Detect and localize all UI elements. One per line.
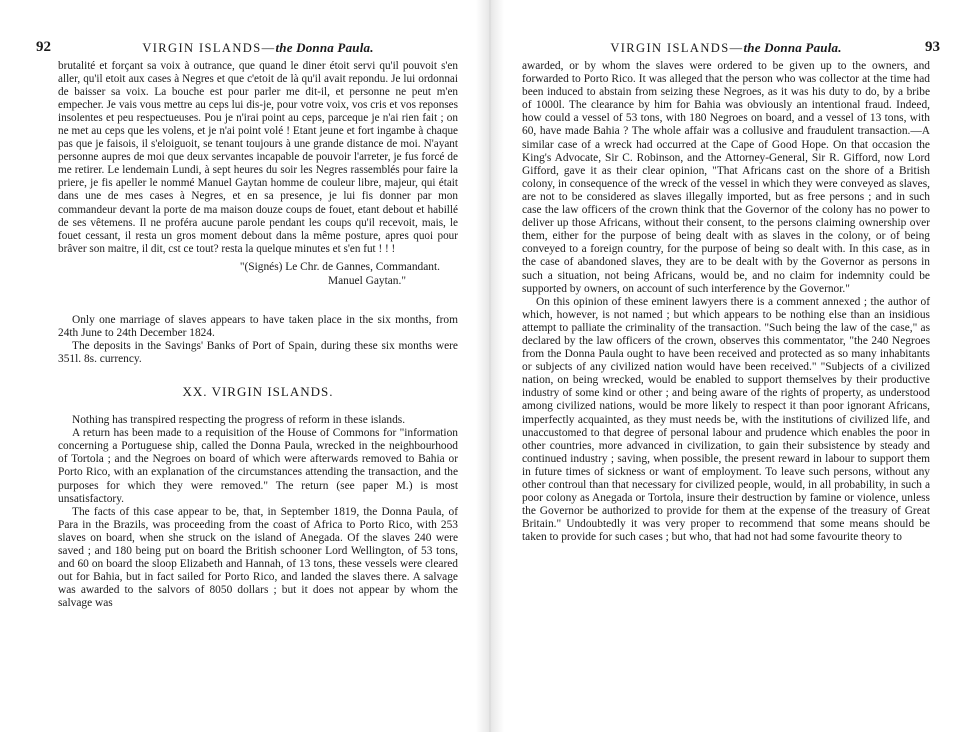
paragraph-opinion-comment: On this opinion of these eminent lawyers there is a comment annexed ; the author of which, however, is not named ; but which appears to be nothing else than an insidious attempt to palliate the criminality of the transaction. "Such being the law of the case," as declared by the law officers of the crown, observes this commentator, "the 240 Negroes from the Donna Paula ought to have been received and protected as so many inhabitants or subjects of any civilized nation would have been received." "Subjects of a civilized nation, on being wrecked, would be enabled to support themselves by their productive industry of some kind or other ; and being aware of the rights of property, as understood among civilized nations, would be more likely to respect it than poor ignorant Africans, imperfectly acquainted, as they must needs be, with the institutions of civilized life, and unaccustomed to that degree of personal labour and prudence which enables the poor in other countries, more advanced in civilization, to gain their subsistence by steady and continued industry ; saving, when possible, the present reward in labour to support them in future times of sickness or want of employment. To leave such persons, without any other controul than that necessary for civilized people, would, in all probability, in such a poor colony as Anegada or Tortola, insure their destruction by famine or violence, unless the Governor be authorized to provide for them at the expense of the treasury of Great Britain." Undoubtedly it was very proper to recommend that some means should be taken to provide for such cases ; but who, that had not had some favourite theory to: [522, 295, 930, 544]
right-page-number: 93: [925, 39, 940, 55]
note-marriage: Only one marriage of slaves appears to have taken place in the six months, from 24th June to 24th December 1824.: [58, 313, 458, 339]
notes-block: [58, 314, 458, 366]
paragraph-facts: The facts of this case appear to be, that, in September 1819, the Donna Paula, of Para in the Brazils, was proceeding from the coast of Africa to Porto Rico, with 253 slaves on board, when she struck on the island of Anegada. Of the slaves 240 were saved ; and 180 being put on board the British schooner Lord Wellington, of 53 tons, and 60 on board the sloop Elizabeth and Hannah, of 13 tons, these vessels were cleared out for Bahia, but in fact sailed for Porto Rico, and landed the slaves there. A salvage was awarded to the salvors of 8050 dollars ; but it does not appear by whom the salvage was: [58, 505, 458, 610]
signed-label: "(Signés): [239, 260, 283, 273]
paragraph-return: A return has been made to a requisition of the House of Commons for "information concerning a Portuguese ship, called the Donna Paula, wrecked in the neighbourhood of Tortola ; and the Negroes on board of which were afterwards removed to Bahia or Porto Rico, with an explanation of the circumstances attending the transaction, and the purposes for which they were removed." The return (see paper M.) is most unsatisfactory.: [58, 427, 458, 505]
book-gutter: [476, 0, 504, 732]
left-running-head: [36, 39, 458, 60]
french-letter-paragraph: brutalité et forçant sa voix à outrance, que quand le diner étoit servi qu'il pouvoit s'en aller, qu'il etoit aux cases à Negres et que c'etoit de là qu'il avait repondu. Je lui ordonnai de baisser sa voix. La bouche est pour parler me dit-il, et personne ne peut m'en empecher. Je vais vous mettre au ceps lui dis-je, pour votre voix, vos cris et vos reponses insolentes et peu respectueuses. Pou je n'irai point au ceps, parceque je n'ai rien fait ; on ne met au ceps que les volens, et je n'ai point volé ! Etant jeune et fort ingambe à chaque pas que je faisois, il s'eloiguoit, se tenant toujours à une grande distance de moi. N'ayant personne aupres de moi que deux servantes incapable de pouvoir l'arreter, je fus forcé de me retirer. Le lendemain Lundi, à sept heures du soir les Negres rassemblés pour faire la priere, je fis apeller le nommé Manuel Gaytan homme de couleur libre, majeur, qui était dans une de mes cases à Negres, et en sa presence, je lui fis donner par mon commandeur devant la porte de ma maison douze coups de fouet, etant debout et habillé de ses vêtemens. Il ne proféra aucune parole pendant les coups qu'il recevoit, mais, le fouet cessant, il resta un gros moment debout dans la même posture, apres quoi pour brâver son maitre, il dit, cst ce tout? resta la quelque minutes et s'en fut ! ! !: [58, 60, 458, 255]
left-page-number: 92: [36, 39, 51, 55]
signature-block: [58, 260, 458, 288]
paragraph-awarded: awarded, or by whom the slaves were ordered to be given up to the owners, and forwarded to Porto Rico. It was alleged that the person who was collector at the time had been induced to abstain from seizing these Negroes, as it was his duty to do, by a bribe of 1000l. The clearance by him for Bahia was obviously an intentional fraud. Indeed, how could a vessel of 53 tons, with 180 Negroes on board, and a vessel of 13 tons, with 60, have made Bahia ? The whole affair was a collusive and fraudulent transaction.—A similar case of a wreck had occurred at the Cape of Good Hope. On that occasion the King's Advocate, Sir C. Robinson, and the Attorney-General, Sir R. Gifford, now Lord Gifford, gave it as their clear opinion, "That Africans cast on the shore of a British colony, in consequence of the wreck of the vessel in which they were conveyed as slaves, are not to be considered as slaves illegally imported, but as free persons ; and in such case the law officers of the crown think that the Governor of the colony has no power to deliver up those Africans, without their consent, to the persons claiming ownership over them, either for the purpose of being dealt with as slaves in the colony, or of being conveyed to a foreign country, for the purpose of being so dealt with. In this case, as in the case of abandoned slaves, they are to be dealt with by the Governor as persons in such a situation, not being Africans, would be, and no claim for indemnity could be supported by owners, on account of such interference by the Governor.": [522, 60, 930, 295]
signed-by: Le Chr. de Gannes, Commandant.: [285, 260, 440, 273]
right-running-head: [522, 39, 940, 60]
paragraph-reform: Nothing has transpired respecting the progress of reform in these islands.: [72, 414, 406, 427]
left-running-head-title: the Donna Paula.: [275, 40, 374, 55]
left-page: [36, 39, 458, 720]
left-running-head-text: VIRGIN ISLANDS—: [142, 41, 276, 55]
signed-second-name: Manuel Gaytan.": [327, 274, 406, 287]
section-heading: XX. VIRGIN ISLANDS.: [182, 384, 334, 400]
right-running-head-text: VIRGIN ISLANDS—: [610, 41, 744, 55]
right-running-head-title: the Donna Paula.: [743, 40, 842, 55]
note-savings-bank: The deposits in the Savings' Banks of Port of Spain, during these six months were 351l. 8s. currency.: [58, 339, 458, 365]
right-page: [522, 39, 940, 720]
